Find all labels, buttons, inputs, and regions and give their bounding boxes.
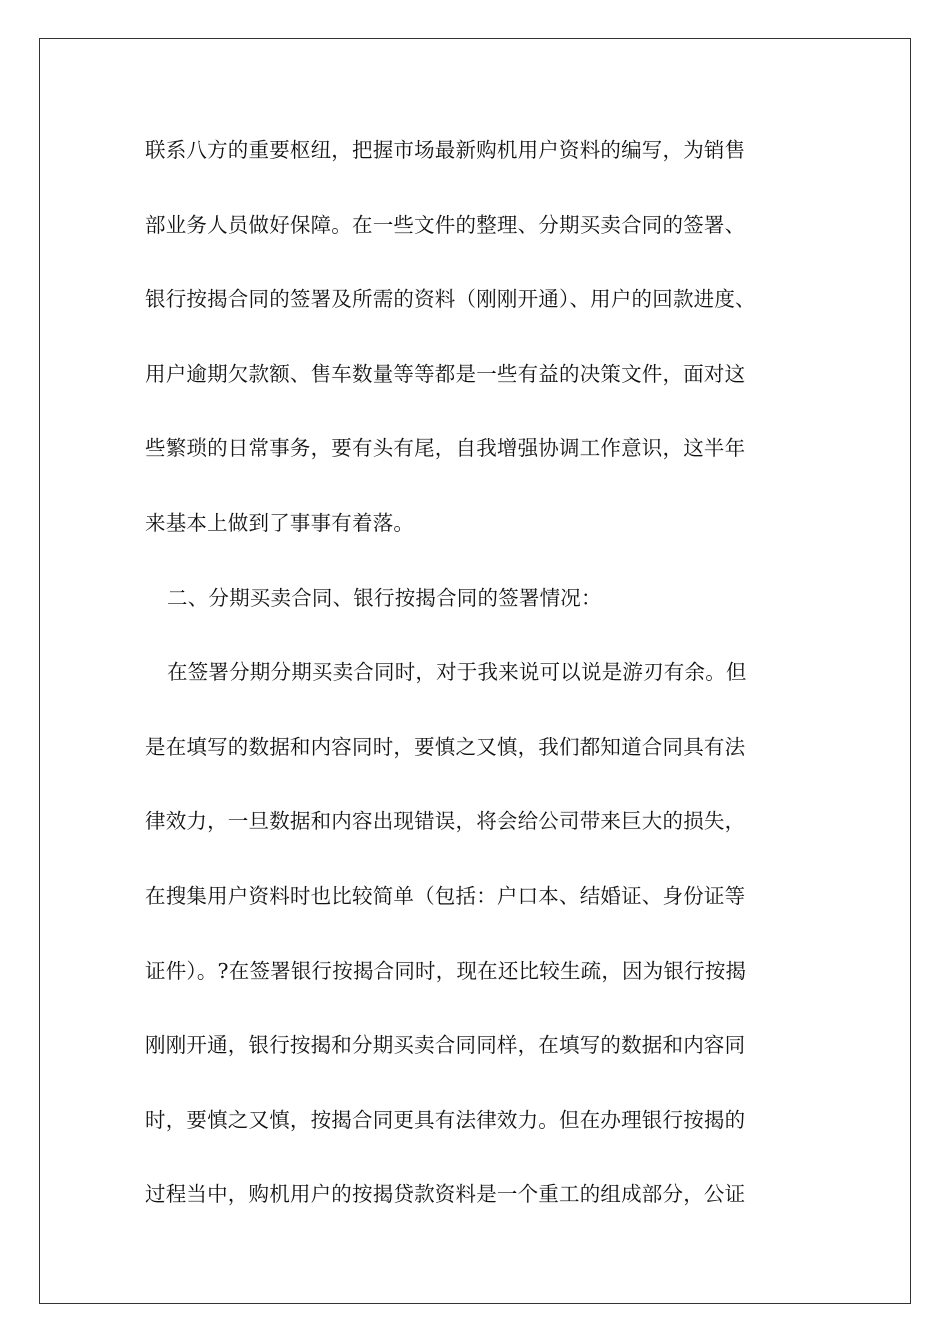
text-line: 过程当中，购机用户的按揭贷款资料是一个重工的组成部分，公证	[145, 1182, 746, 1207]
text-line: 在签署分期分期买卖合同时，对于我来说可以说是游刃有余。但	[167, 660, 747, 685]
text-line: 律效力，一旦数据和内容出现错误，将会给公司带来巨大的损失，	[145, 809, 746, 834]
text-line: 在搜集用户资料时也比较简单（包括：户口本、结婚证、身份证等	[145, 883, 746, 908]
section-heading: 二、分期买卖合同、银行按揭合同的签署情况：	[167, 585, 602, 610]
text-line: 是在填写的数据和内容同时，要慎之又慎，我们都知道合同具有法	[145, 734, 746, 759]
document-body	[145, 130, 825, 1249]
text-line: 部业务人员做好保障。在一些文件的整理、分期买卖合同的签署、	[145, 212, 746, 237]
text-line: 用户逾期欠款额、售车数量等等都是一些有益的决策文件，面对这	[145, 361, 746, 386]
text-line: 证件）。?在签署银行按揭合同时，现在还比较生疏，因为银行按揭	[145, 958, 747, 983]
text-line: 联系八方的重要枢纽，把握市场最新购机用户资料的编写，为销售	[145, 138, 746, 162]
text-line: 刚刚开通，银行按揭和分期买卖合同同样，在填写的数据和内容同	[145, 1033, 746, 1058]
text-line: 来基本上做到了事事有着落。	[145, 510, 415, 535]
text-line: 银行按揭合同的签署及所需的资料（刚刚开通）、用户的回款进度、	[145, 287, 756, 312]
text-line: 些繁琐的日常事务，要有头有尾，自我增强协调工作意识，这半年	[145, 436, 746, 461]
text-line: 时，要慎之又慎，按揭合同更具有法律效力。但在办理银行按揭的	[145, 1107, 746, 1132]
